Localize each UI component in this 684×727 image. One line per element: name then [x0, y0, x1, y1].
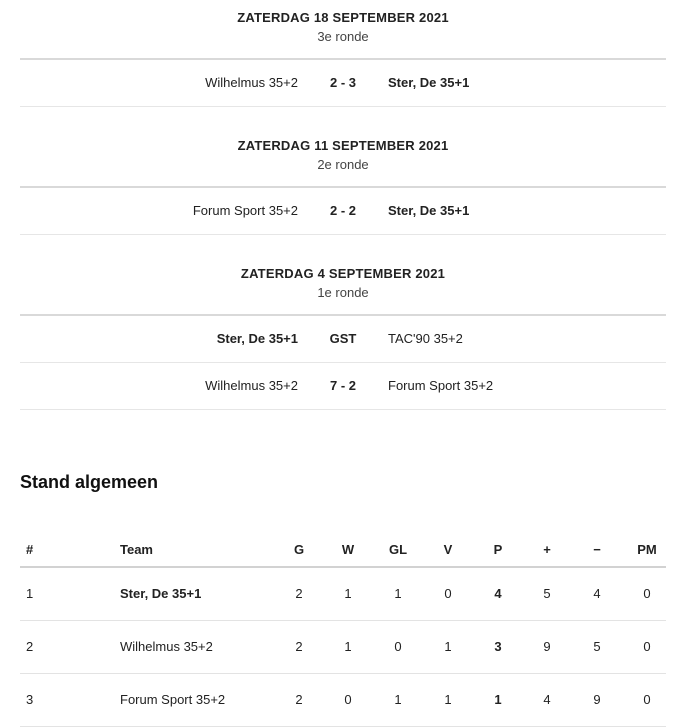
col-goals-against-header: − — [593, 542, 601, 557]
played-cell: 2 — [295, 586, 303, 601]
goals-for-cell: 9 — [543, 639, 551, 654]
match-score: 2 - 3 — [329, 75, 356, 90]
standings-title: Stand algemeen — [20, 472, 159, 492]
draw-cell: 1 — [394, 586, 402, 601]
col-lost-header: V — [443, 542, 453, 557]
round-date: ZATERDAG 18 SEPTEMBER 2021 — [237, 10, 449, 25]
played-cell: 2 — [295, 692, 303, 707]
round-header — [20, 136, 666, 174]
rank-cell: 1 — [26, 586, 34, 601]
won-cell: 1 — [344, 639, 352, 654]
round-header — [20, 264, 666, 302]
penalty-cell: 0 — [643, 586, 651, 601]
rank-cell: 3 — [26, 692, 34, 707]
away-team[interactable]: Forum Sport 35+2 — [388, 378, 494, 393]
lost-cell: 1 — [444, 639, 452, 654]
goals-for-cell: 4 — [543, 692, 551, 707]
away-team[interactable]: Ster, De 35+1 — [388, 203, 470, 218]
col-won-header: W — [341, 542, 355, 557]
draw-cell: 1 — [394, 692, 402, 707]
home-team[interactable]: Ster, De 35+1 — [216, 331, 298, 346]
lost-cell: 1 — [444, 692, 452, 707]
away-team[interactable]: Ster, De 35+1 — [388, 75, 470, 90]
match-row[interactable] — [20, 316, 666, 363]
team-cell[interactable]: Forum Sport 35+2 — [120, 692, 226, 707]
rank-cell: 2 — [26, 639, 34, 654]
round-section — [20, 136, 666, 235]
team-cell[interactable]: Wilhelmus 35+2 — [120, 639, 213, 654]
won-cell: 0 — [344, 692, 352, 707]
round-date: ZATERDAG 4 SEPTEMBER 2021 — [240, 266, 446, 281]
home-team[interactable]: Forum Sport 35+2 — [192, 203, 298, 218]
col-rank-header: # — [26, 542, 34, 557]
round-name: 1e ronde — [317, 285, 369, 300]
penalty-cell: 0 — [643, 692, 651, 707]
round-section — [20, 264, 666, 410]
points-cell: 3 — [494, 639, 502, 654]
col-draw-header: GL — [388, 542, 408, 557]
played-cell: 2 — [295, 639, 303, 654]
points-cell: 1 — [494, 692, 502, 707]
match-score: GST — [329, 331, 357, 346]
round-name: 2e ronde — [317, 157, 369, 172]
draw-cell: 0 — [394, 639, 402, 654]
home-team[interactable]: Wilhelmus 35+2 — [205, 75, 298, 90]
col-points-header: P — [493, 542, 503, 557]
won-cell: 1 — [344, 586, 352, 601]
goals-against-cell: 9 — [593, 692, 601, 707]
away-team[interactable]: TAC'90 35+2 — [388, 331, 463, 346]
col-goals-for-header: + — [543, 542, 551, 557]
round-header — [20, 8, 666, 46]
goals-against-cell: 5 — [593, 639, 601, 654]
goals-against-cell: 4 — [593, 586, 601, 601]
match-score: 7 - 2 — [329, 378, 356, 393]
team-cell[interactable]: Ster, De 35+1 — [120, 586, 202, 601]
goals-for-cell: 5 — [543, 586, 551, 601]
table-row[interactable] — [20, 568, 666, 621]
col-played-header: G — [293, 542, 305, 557]
round-date: ZATERDAG 11 SEPTEMBER 2021 — [237, 138, 449, 153]
table-row[interactable] — [20, 674, 666, 727]
home-team[interactable]: Wilhelmus 35+2 — [205, 378, 298, 393]
lost-cell: 0 — [444, 586, 452, 601]
penalty-cell: 0 — [643, 639, 651, 654]
table-row[interactable] — [20, 621, 666, 674]
table-header-row — [20, 530, 666, 568]
round-name: 3e ronde — [317, 29, 369, 44]
match-row[interactable] — [20, 363, 666, 410]
standings-table — [20, 530, 666, 727]
match-row[interactable] — [20, 188, 666, 235]
points-cell: 4 — [494, 586, 502, 601]
match-score: 2 - 2 — [329, 203, 356, 218]
round-section — [20, 8, 666, 107]
col-penalty-header: PM — [637, 542, 657, 557]
match-row[interactable] — [20, 60, 666, 107]
col-team-header: Team — [120, 542, 153, 557]
